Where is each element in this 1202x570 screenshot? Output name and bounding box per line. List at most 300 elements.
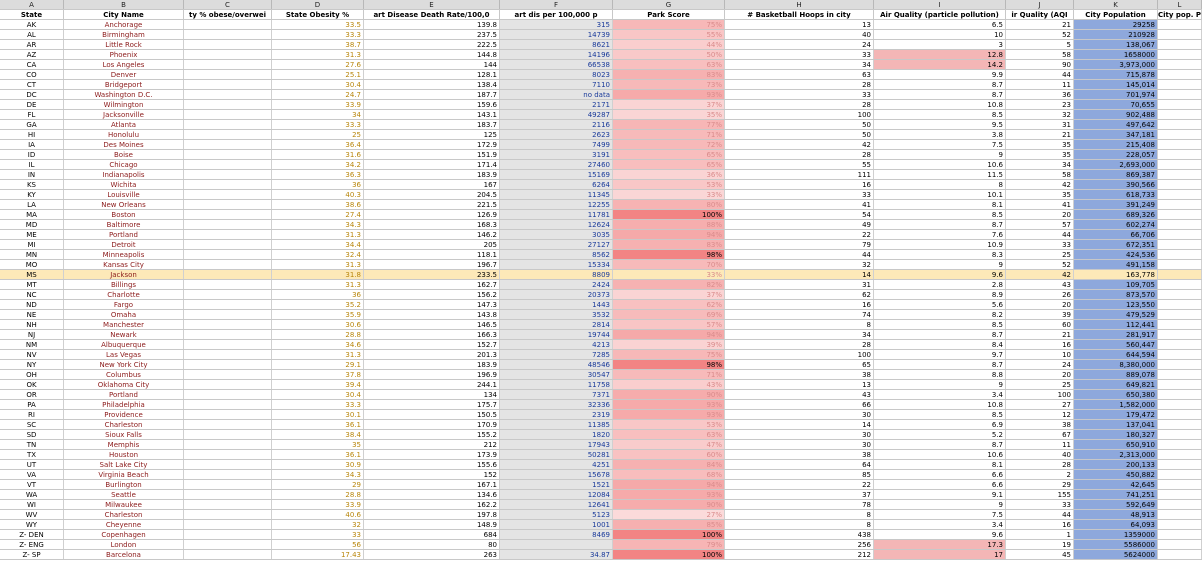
table-cell[interactable]: 57 [1006,220,1074,229]
table-cell[interactable]: NJ [0,330,64,339]
table-cell[interactable] [1158,60,1202,69]
table-cell[interactable] [1158,420,1202,429]
table-cell[interactable]: 2116 [500,120,613,129]
table-cell[interactable]: 27.6 [272,60,364,69]
table-cell[interactable]: 36.3 [272,170,364,179]
table-cell[interactable] [184,360,272,369]
table-cell[interactable]: 111 [725,170,874,179]
table-cell[interactable] [1158,510,1202,519]
table-cell[interactable]: 15334 [500,260,613,269]
table-cell[interactable]: 3 [874,40,1006,49]
table-cell[interactable]: 5586000 [1074,540,1158,549]
table-cell[interactable]: 64 [725,460,874,469]
table-cell[interactable]: 138,067 [1074,40,1158,49]
table-cell[interactable]: 8.7 [874,360,1006,369]
table-cell[interactable]: 100 [725,350,874,359]
table-cell[interactable]: 67 [1006,430,1074,439]
table-cell[interactable]: 146.2 [364,230,500,239]
table-cell[interactable]: CT [0,80,64,89]
table-cell[interactable]: 21 [1006,130,1074,139]
table-cell[interactable] [184,70,272,79]
table-cell[interactable]: 10.9 [874,240,1006,249]
table-cell[interactable]: Oklahoma City [64,380,184,389]
table-cell[interactable]: 9.5 [874,120,1006,129]
column-letter-l[interactable]: L [1158,0,1202,9]
table-cell[interactable]: KY [0,190,64,199]
table-cell[interactable]: 602,274 [1074,220,1158,229]
table-cell[interactable] [1158,40,1202,49]
table-cell[interactable]: Cheyenne [64,520,184,529]
table-cell[interactable]: 66 [725,400,874,409]
table-cell[interactable]: 315 [500,20,613,29]
table-cell[interactable]: MA [0,210,64,219]
table-cell[interactable]: 40 [1006,450,1074,459]
table-cell[interactable]: IN [0,170,64,179]
table-cell[interactable]: 479,529 [1074,310,1158,319]
table-cell[interactable]: 38 [1006,420,1074,429]
table-cell[interactable]: AR [0,40,64,49]
table-cell[interactable]: Seattle [64,490,184,499]
table-cell[interactable]: 55 [725,160,874,169]
table-cell[interactable]: 144 [364,60,500,69]
table-cell[interactable]: Phoenix [64,50,184,59]
table-cell[interactable]: 13 [725,380,874,389]
table-cell[interactable]: 137,041 [1074,420,1158,429]
table-cell[interactable]: IL [0,160,64,169]
table-cell[interactable] [500,540,613,549]
table-cell[interactable]: 25 [1006,250,1074,259]
table-cell[interactable]: 37 [725,490,874,499]
table-cell[interactable]: 17.43 [272,550,364,559]
table-cell[interactable]: 20373 [500,290,613,299]
table-cell[interactable]: 28 [725,150,874,159]
table-cell[interactable]: 9.7 [874,350,1006,359]
table-cell[interactable] [1158,150,1202,159]
table-cell[interactable]: 20 [1006,370,1074,379]
table-cell[interactable]: 8.1 [874,200,1006,209]
table-cell[interactable]: 5.2 [874,430,1006,439]
table-cell[interactable]: Charleston [64,510,184,519]
table-cell[interactable]: 90% [613,390,725,399]
table-cell[interactable]: Louisville [64,190,184,199]
table-cell[interactable]: 12084 [500,490,613,499]
table-cell[interactable]: 30.1 [272,410,364,419]
table-cell[interactable]: 31.8 [272,270,364,279]
table-cell[interactable]: 43 [1006,280,1074,289]
table-cell[interactable]: 873,570 [1074,290,1158,299]
header-cell[interactable]: ty % obese/overwei [184,10,272,19]
table-cell[interactable] [1158,250,1202,259]
table-cell[interactable]: 155.2 [364,430,500,439]
table-cell[interactable]: NM [0,340,64,349]
table-cell[interactable]: Denver [64,70,184,79]
table-cell[interactable]: 37% [613,290,725,299]
table-cell[interactable]: 28 [1006,460,1074,469]
table-cell[interactable]: 42 [1006,180,1074,189]
table-cell[interactable] [1158,220,1202,229]
table-cell[interactable]: Boise [64,150,184,159]
table-cell[interactable]: Minneapolis [64,250,184,259]
table-cell[interactable]: 167 [364,180,500,189]
table-cell[interactable]: 118.1 [364,250,500,259]
table-cell[interactable]: 8.2 [874,310,1006,319]
table-cell[interactable]: 650,910 [1074,440,1158,449]
table-cell[interactable]: 33 [272,530,364,539]
table-cell[interactable]: 35 [272,440,364,449]
table-cell[interactable] [1158,460,1202,469]
table-cell[interactable] [184,550,272,559]
table-cell[interactable] [184,280,272,289]
table-cell[interactable] [184,90,272,99]
table-cell[interactable] [1158,390,1202,399]
table-cell[interactable]: ND [0,300,64,309]
table-cell[interactable] [1158,270,1202,279]
table-cell[interactable]: Z- ENG [0,540,64,549]
table-cell[interactable] [1158,310,1202,319]
table-cell[interactable]: 143.8 [364,310,500,319]
table-cell[interactable]: Washington D.C. [64,90,184,99]
table-cell[interactable]: 8 [725,320,874,329]
table-cell[interactable]: Anchorage [64,20,184,29]
table-cell[interactable] [184,470,272,479]
table-cell[interactable]: 38.4 [272,430,364,439]
table-cell[interactable]: 6.6 [874,480,1006,489]
table-cell[interactable] [184,180,272,189]
table-cell[interactable]: WI [0,500,64,509]
table-cell[interactable] [1158,380,1202,389]
table-cell[interactable]: 58 [1006,170,1074,179]
table-cell[interactable]: 33.3 [272,120,364,129]
table-cell[interactable]: 256 [725,540,874,549]
table-cell[interactable] [1158,30,1202,39]
table-cell[interactable]: 47% [613,440,725,449]
table-cell[interactable]: 156.2 [364,290,500,299]
table-cell[interactable]: 79% [613,540,725,549]
table-cell[interactable]: 134.6 [364,490,500,499]
table-cell[interactable]: 71% [613,370,725,379]
table-cell[interactable]: 44% [613,40,725,49]
table-cell[interactable] [1158,550,1202,559]
table-cell[interactable]: 93% [613,400,725,409]
table-cell[interactable]: 9.1 [874,490,1006,499]
table-cell[interactable]: 35.9 [272,310,364,319]
table-cell[interactable]: 42,645 [1074,480,1158,489]
table-cell[interactable]: 9.6 [874,270,1006,279]
table-cell[interactable]: OR [0,390,64,399]
table-cell[interactable]: 57% [613,320,725,329]
table-cell[interactable]: 19 [1006,540,1074,549]
table-cell[interactable]: 65% [613,160,725,169]
table-cell[interactable]: 40.6 [272,510,364,519]
table-cell[interactable]: 2,693,000 [1074,160,1158,169]
table-cell[interactable]: Barcelona [64,550,184,559]
table-cell[interactable]: Manchester [64,320,184,329]
table-cell[interactable]: 618,733 [1074,190,1158,199]
table-cell[interactable] [184,290,272,299]
table-cell[interactable]: 14.2 [874,60,1006,69]
column-letter-d[interactable]: D [272,0,364,9]
table-cell[interactable] [184,250,272,259]
table-cell[interactable]: 100% [613,530,725,539]
table-cell[interactable]: 450,882 [1074,470,1158,479]
table-cell[interactable]: 30.4 [272,80,364,89]
table-cell[interactable]: 31 [725,280,874,289]
table-cell[interactable]: 31.3 [272,260,364,269]
table-cell[interactable]: 7371 [500,390,613,399]
table-cell[interactable] [184,320,272,329]
table-cell[interactable]: 10 [874,30,1006,39]
table-cell[interactable] [184,510,272,519]
table-cell[interactable]: 196.7 [364,260,500,269]
table-cell[interactable]: 281,917 [1074,330,1158,339]
table-cell[interactable]: NC [0,290,64,299]
table-cell[interactable]: 78 [725,500,874,509]
table-cell[interactable] [184,130,272,139]
table-cell[interactable]: 31.6 [272,150,364,159]
column-letter-i[interactable]: I [874,0,1006,9]
table-cell[interactable]: 7499 [500,140,613,149]
table-cell[interactable]: 42 [725,140,874,149]
table-cell[interactable]: DC [0,90,64,99]
table-cell[interactable]: 8.5 [874,110,1006,119]
table-cell[interactable] [1158,230,1202,239]
table-cell[interactable]: 34.87 [500,550,613,559]
table-cell[interactable]: 6264 [500,180,613,189]
table-cell[interactable]: 31.3 [272,230,364,239]
table-cell[interactable]: 672,351 [1074,240,1158,249]
table-cell[interactable]: 75% [613,350,725,359]
header-cell[interactable]: State [0,10,64,19]
table-cell[interactable]: 33 [725,190,874,199]
table-cell[interactable]: 16 [725,300,874,309]
table-cell[interactable]: 3191 [500,150,613,159]
table-cell[interactable]: 126.9 [364,210,500,219]
table-cell[interactable]: 197.8 [364,510,500,519]
table-cell[interactable]: Columbus [64,370,184,379]
table-cell[interactable]: 173.9 [364,450,500,459]
table-cell[interactable]: 650,380 [1074,390,1158,399]
table-cell[interactable]: 222.5 [364,40,500,49]
table-cell[interactable]: 390,566 [1074,180,1158,189]
table-cell[interactable]: 3532 [500,310,613,319]
table-cell[interactable]: 179,472 [1074,410,1158,419]
table-cell[interactable]: 139.8 [364,20,500,29]
table-cell[interactable]: 123,550 [1074,300,1158,309]
table-cell[interactable]: 33 [725,90,874,99]
table-cell[interactable] [1158,180,1202,189]
table-cell[interactable]: OH [0,370,64,379]
table-cell[interactable]: 90% [613,500,725,509]
table-cell[interactable]: 221.5 [364,200,500,209]
table-cell[interactable]: 6.6 [874,470,1006,479]
table-cell[interactable]: 497,642 [1074,120,1158,129]
table-cell[interactable]: 1658000 [1074,50,1158,59]
table-cell[interactable] [184,340,272,349]
header-cell[interactable]: City pop. P [1158,10,1201,19]
header-cell[interactable]: Park Score [613,10,725,19]
table-cell[interactable]: 93% [613,90,725,99]
table-cell[interactable]: 3.4 [874,390,1006,399]
table-cell[interactable]: 39 [1006,310,1074,319]
table-cell[interactable]: TX [0,450,64,459]
table-cell[interactable] [184,100,272,109]
table-cell[interactable]: 56 [272,540,364,549]
table-cell[interactable]: 10.8 [874,400,1006,409]
table-cell[interactable] [184,460,272,469]
table-cell[interactable]: 8 [725,510,874,519]
table-cell[interactable]: 35 [1006,140,1074,149]
table-cell[interactable]: 11 [1006,80,1074,89]
table-cell[interactable]: 29.1 [272,360,364,369]
table-cell[interactable] [1158,80,1202,89]
table-cell[interactable] [1158,430,1202,439]
table-cell[interactable] [1158,120,1202,129]
table-cell[interactable]: 37.8 [272,370,364,379]
table-cell[interactable]: 8023 [500,70,613,79]
table-cell[interactable]: 684 [364,530,500,539]
table-cell[interactable]: 2424 [500,280,613,289]
table-cell[interactable]: 644,594 [1074,350,1158,359]
table-cell[interactable]: 27% [613,510,725,519]
table-cell[interactable]: Wilmington [64,100,184,109]
table-cell[interactable] [184,170,272,179]
table-cell[interactable] [184,200,272,209]
column-letter-g[interactable]: G [613,0,725,9]
table-cell[interactable]: 12641 [500,500,613,509]
table-cell[interactable]: 62% [613,300,725,309]
table-cell[interactable]: 33% [613,190,725,199]
table-cell[interactable]: 63% [613,430,725,439]
table-cell[interactable]: 19744 [500,330,613,339]
table-cell[interactable] [1158,130,1202,139]
table-cell[interactable]: 15678 [500,470,613,479]
table-cell[interactable]: Baltimore [64,220,184,229]
table-cell[interactable]: 151.9 [364,150,500,159]
table-cell[interactable]: 10.8 [874,100,1006,109]
table-cell[interactable]: 77% [613,120,725,129]
table-cell[interactable]: 144.8 [364,50,500,59]
table-cell[interactable] [184,110,272,119]
table-cell[interactable]: Milwaukee [64,500,184,509]
table-cell[interactable]: 146.5 [364,320,500,329]
table-cell[interactable] [1158,280,1202,289]
table-cell[interactable]: 29258 [1074,20,1158,29]
table-cell[interactable]: 34 [272,110,364,119]
table-cell[interactable]: 237.5 [364,30,500,39]
table-cell[interactable]: 1820 [500,430,613,439]
table-cell[interactable]: MN [0,250,64,259]
table-cell[interactable]: 3035 [500,230,613,239]
table-cell[interactable]: 1359000 [1074,530,1158,539]
table-cell[interactable]: 80% [613,200,725,209]
table-cell[interactable]: 50 [725,130,874,139]
table-cell[interactable]: 8.5 [874,210,1006,219]
table-cell[interactable] [184,450,272,459]
table-cell[interactable] [1158,410,1202,419]
table-cell[interactable] [184,500,272,509]
table-cell[interactable]: 12255 [500,200,613,209]
table-cell[interactable] [184,270,272,279]
table-cell[interactable] [1158,530,1202,539]
table-cell[interactable]: 27127 [500,240,613,249]
table-cell[interactable]: 50% [613,50,725,59]
table-cell[interactable]: 28.8 [272,490,364,499]
table-cell[interactable]: 438 [725,530,874,539]
table-cell[interactable]: 8 [874,180,1006,189]
table-cell[interactable]: 32.4 [272,250,364,259]
table-cell[interactable]: 7110 [500,80,613,89]
table-cell[interactable]: 145,014 [1074,80,1158,89]
table-cell[interactable]: 6.9 [874,420,1006,429]
table-cell[interactable] [1158,260,1202,269]
table-cell[interactable]: 44 [725,250,874,259]
table-cell[interactable]: 54 [725,210,874,219]
table-cell[interactable] [1158,200,1202,209]
table-cell[interactable]: Burlington [64,480,184,489]
table-cell[interactable]: TN [0,440,64,449]
table-cell[interactable]: 155 [1006,490,1074,499]
table-cell[interactable]: 1001 [500,520,613,529]
table-cell[interactable]: 45 [1006,550,1074,559]
table-cell[interactable]: Chicago [64,160,184,169]
table-cell[interactable]: 63% [613,60,725,69]
table-cell[interactable]: 183.7 [364,120,500,129]
table-cell[interactable]: 40.3 [272,190,364,199]
table-cell[interactable]: 69% [613,310,725,319]
table-cell[interactable]: 42 [1006,270,1074,279]
table-cell[interactable] [184,190,272,199]
table-cell[interactable]: AZ [0,50,64,59]
table-cell[interactable] [184,60,272,69]
table-cell[interactable]: LA [0,200,64,209]
table-cell[interactable]: 8621 [500,40,613,49]
table-cell[interactable]: 233.5 [364,270,500,279]
table-cell[interactable]: 53% [613,420,725,429]
table-cell[interactable]: 40 [725,30,874,39]
table-cell[interactable]: MO [0,260,64,269]
table-cell[interactable]: 8.8 [874,370,1006,379]
table-cell[interactable]: 43 [725,390,874,399]
table-cell[interactable]: Salt Lake City [64,460,184,469]
table-cell[interactable]: Billings [64,280,184,289]
table-cell[interactable]: 80 [364,540,500,549]
table-cell[interactable]: 38.7 [272,40,364,49]
table-cell[interactable]: 8.7 [874,80,1006,89]
table-cell[interactable] [1158,20,1202,29]
table-cell[interactable]: 20 [1006,210,1074,219]
table-cell[interactable]: 33 [725,50,874,59]
table-cell[interactable]: Charlotte [64,290,184,299]
table-cell[interactable]: 25.1 [272,70,364,79]
table-cell[interactable]: 70,655 [1074,100,1158,109]
table-cell[interactable]: 100% [613,550,725,559]
table-cell[interactable]: 10.6 [874,450,1006,459]
table-cell[interactable]: Omaha [64,310,184,319]
table-cell[interactable]: Providence [64,410,184,419]
table-cell[interactable]: 31.3 [272,280,364,289]
table-cell[interactable]: 73% [613,80,725,89]
table-cell[interactable]: 159.6 [364,100,500,109]
table-cell[interactable]: 171.4 [364,160,500,169]
table-cell[interactable]: 201.3 [364,350,500,359]
table-cell[interactable]: Houston [64,450,184,459]
table-cell[interactable]: 65% [613,150,725,159]
table-cell[interactable] [1158,520,1202,529]
table-cell[interactable]: 902,488 [1074,110,1158,119]
table-cell[interactable]: 167.1 [364,480,500,489]
table-cell[interactable]: 204.5 [364,190,500,199]
table-cell[interactable]: 23 [1006,100,1074,109]
